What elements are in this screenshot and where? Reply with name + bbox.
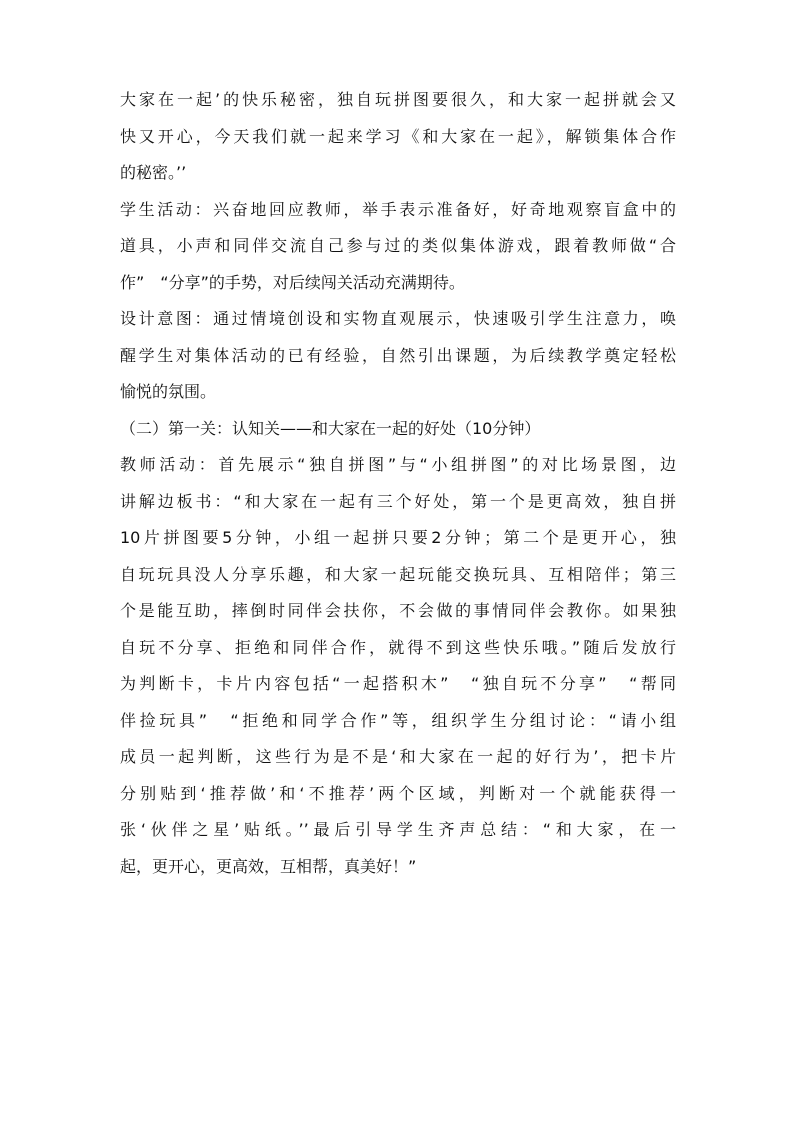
text-line: 讲解边板书：“和大家在一起有三个好处，第一个是更高效，独自拼	[120, 491, 676, 511]
text-line: 醒学生对集体活动的已有经验，自然引出课题，为后续教学奠定轻松	[120, 345, 676, 365]
text-line: 分别贴到‘推荐做’和‘不推荐’两个区域，判断对一个就能获得一	[120, 783, 676, 803]
text-line: 张‘伙伴之星’贴纸。’’最后引导学生齐声总结：“和大家，在一	[120, 820, 676, 839]
body-text	[120, 82, 676, 885]
text-line: 为判断卡，卡片内容包括“一起搭积木” “独自玩不分享” “帮同	[120, 674, 676, 693]
text-line: 10片拼图要5分钟，小组一起拼只要2分钟；第二个是更开心，独	[120, 528, 676, 547]
text-line: 愉悦的氛围。	[120, 382, 217, 401]
text-line: 起，更开心，更高效，互相帮，真美好！”	[120, 856, 417, 876]
text-line: 快又开心，今天我们就一起来学习《和大家在一起》，解锁集体合作	[120, 126, 676, 146]
section-heading: （二）第一关：认知关——和大家在一起的好处（10分钟）	[120, 418, 541, 438]
text-line: 个是能互助，摔倒时同伴会扶你，不会做的事情同伴会教你。如果独	[120, 601, 676, 620]
text-line: 学生活动：兴奋地回应教师，举手表示准备好，好奇地观察盲盒中的	[120, 199, 676, 219]
text-line: 教师活动：首先展示“独自拼图”与“小组拼图”的对比场景图，边	[120, 455, 676, 474]
text-line: 自玩不分享、拒绝和同伴合作，就得不到这些快乐哦。”随后发放行	[120, 637, 676, 657]
text-line: 道具，小声和同伴交流自己参与过的类似集体游戏，跟着教师做“合	[120, 236, 676, 255]
text-line: 成员一起判断，这些行为是不是‘和大家在一起的好行为’，把卡片	[120, 747, 676, 766]
text-line: 大家在一起’的快乐秘密，独自玩拼图要很久，和大家一起拼就会又	[120, 90, 676, 109]
text-line: 的秘密。’’	[120, 163, 187, 182]
text-line: 自玩玩具没人分享乐趣，和大家一起玩能交换玩具、互相陪伴；第三	[120, 564, 676, 584]
text-line: 作” “分享”的手势，对后续闯关活动充满期待。	[120, 272, 465, 292]
text-line: 伴捡玩具” “拒绝和同学合作”等，组织学生分组讨论：“请小组	[120, 710, 676, 730]
text-line: 设计意图：通过情境创设和实物直观展示，快速吸引学生注意力，唤	[120, 309, 676, 328]
